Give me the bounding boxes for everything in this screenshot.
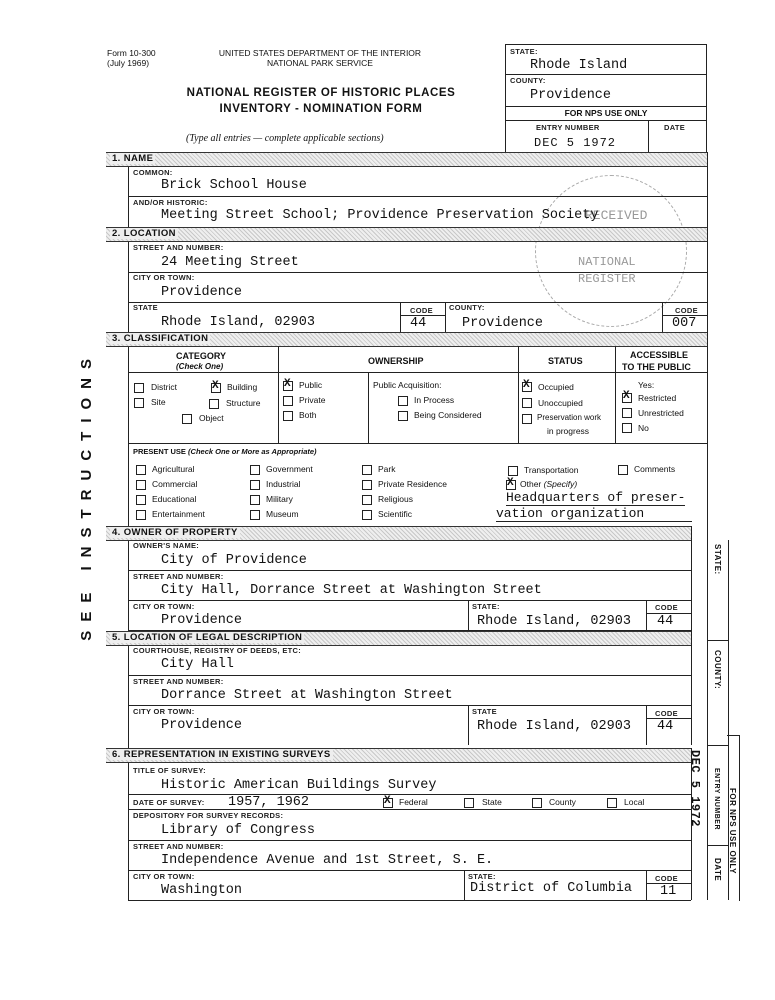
ownership-both-checkbox[interactable] [283,411,293,421]
survey-date-value: 1957, 1962 [228,795,310,810]
accessible-no-label: No [638,423,649,433]
nps-use-only: FOR NPS USE ONLY [564,108,648,118]
margin-entry-date: DEC 5 1972 [688,750,702,828]
accessible-yes-label: Yes: [638,380,655,390]
use-religious-checkbox[interactable] [362,495,372,505]
survey-state-value: District of Columbia [470,881,633,896]
historic-label: AND/OR HISTORIC: [133,198,208,207]
status-occupied-label: Occupied [538,382,574,392]
owner-state-value: Rhode Island, 02903 [477,614,631,629]
use-agricultural-label: Agricultural [152,464,195,474]
stamp-register: REGISTER [578,272,636,286]
category-site-label: Site [151,397,166,407]
legal-code-label: CODE [655,709,678,718]
legal-street-label: STREET AND NUMBER: [133,677,224,686]
status-preservation-label: Preservation work [537,413,602,422]
use-industrial-checkbox[interactable] [250,480,260,490]
accessible-sub: TO THE PUBLIC [622,362,691,372]
category-building-label: Building [227,382,258,392]
use-scientific-label: Scientific [378,509,413,519]
stamp-received: RECEIVED [585,208,648,223]
nps-state-label: STATE: [510,47,538,56]
location-county-code-value: 007 [672,316,697,331]
category-district-checkbox[interactable] [134,383,144,393]
department-text: UNITED STATES DEPARTMENT OF THE INTERIOR [218,48,422,58]
nps-county-label: COUNTY: [510,76,546,85]
owner-city-value: Providence [161,613,243,628]
form-number [107,48,156,68]
use-private-residence-label: Private Residence [378,479,447,489]
use-comments-label: Comments [634,464,676,474]
survey-code-value: 11 [660,884,677,899]
section6-heading: 6. REPRESENTATION IN EXISTING SURVEYS [112,749,331,760]
location-county-code-label: CODE [675,306,698,315]
survey-date-label: DATE OF SURVEY: [133,798,205,807]
section1-band [106,152,707,167]
accessible-restricted-label: Restricted [638,393,677,403]
survey-title-label: TITLE OF SURVEY: [133,766,206,775]
ownership-private-label: Private [299,395,326,405]
right-margin-column [688,540,729,900]
ownership-title: OWNERSHIP [368,356,424,366]
use-park-label: Park [378,464,396,474]
owner-city-label: CITY OR TOWN: [133,602,195,611]
category-building-checkbox[interactable] [211,383,221,393]
depository-value: Library of Congress [161,823,315,838]
survey-city-value: Washington [161,883,243,898]
present-use-label: PRESENT USE [133,447,186,456]
depository-label: DEPOSITORY FOR SURVEY RECORDS: [133,811,284,820]
use-entertainment-checkbox[interactable] [136,510,146,520]
owner-name-value: City of Providence [161,553,307,568]
nps-use-only-margin [727,735,740,901]
accessible-restricted-checkbox[interactable] [622,393,632,403]
nps-date-label: DATE [664,123,686,132]
section3-heading: 3. CLASSIFICATION [112,333,209,344]
category-structure-label: Structure [226,398,261,408]
survey-county-label: County [549,797,576,807]
location-code-label: CODE [410,306,433,315]
location-state-value: Rhode Island, 02903 [161,315,315,330]
see-instructions: SEE INSTRUCTIONS [78,350,95,641]
section5-heading: 5. LOCATION OF LEGAL DESCRIPTION [112,632,303,643]
survey-code-label: CODE [655,874,678,883]
legal-state-value: Rhode Island, 02903 [477,719,631,734]
legal-code-value: 44 [657,719,674,734]
survey-federal-checkbox[interactable] [383,798,393,808]
accessible-no-checkbox[interactable] [622,423,632,433]
location-street-label: STREET AND NUMBER: [133,243,224,252]
survey-county-checkbox[interactable] [532,798,542,808]
courthouse-label: COURTHOUSE, REGISTRY OF DEEDS, ETC: [133,646,302,655]
owner-code-value: 44 [657,614,674,629]
owner-name-label: OWNER'S NAME: [133,541,200,550]
category-object-checkbox[interactable] [182,414,192,424]
other-specify-line2: vation organization [496,506,692,522]
section2-heading: 2. LOCATION [112,228,176,239]
location-code-value: 44 [410,316,427,331]
owner-code-label: CODE [655,603,678,612]
use-private-residence-checkbox[interactable] [362,480,372,490]
use-educational-checkbox[interactable] [136,495,146,505]
survey-city-label: CITY OR TOWN: [133,872,195,881]
legal-city-label: CITY OR TOWN: [133,707,195,716]
section5-band [106,631,691,646]
owner-state-label: STATE: [472,602,500,611]
nps-box [505,44,707,154]
owner-street-label: STREET AND NUMBER: [133,572,224,581]
section2-band [106,227,707,242]
location-city-value: Providence [161,285,243,300]
use-entertainment-label: Entertainment [152,509,205,519]
margin-entry-number-label: ENTRY NUMBER [713,768,720,831]
use-scientific-checkbox[interactable] [362,510,372,520]
margin-date-label: DATE [713,858,722,882]
nps-state-value: Rhode Island [530,58,628,73]
use-military-label: Military [266,494,293,504]
form-number-text: Form 10-300 [107,48,156,58]
accessible-unrestricted-checkbox[interactable] [622,408,632,418]
form-title [160,85,482,117]
survey-street-value: Independence Avenue and 1st Street, S. E. [161,853,494,868]
survey-state-label: State [482,797,502,807]
accessible-title: ACCESSIBLE [630,350,689,360]
use-other-checkbox[interactable] [506,480,516,490]
form-date-text: (July 1969) [107,58,150,68]
survey-federal-label: Federal [399,797,428,807]
status-unoccupied-checkbox[interactable] [522,398,532,408]
use-museum-checkbox[interactable] [250,510,260,520]
acquisition-being-considered-checkbox[interactable] [398,411,408,421]
location-street-value: 24 Meeting Street [161,255,299,270]
use-educational-label: Educational [152,494,197,504]
survey-local-label: Local [624,797,645,807]
use-other-label [520,479,577,489]
use-industrial-label: Industrial [266,479,301,489]
status-unoccupied-label: Unoccupied [538,398,583,408]
location-county-value: Providence [462,316,544,331]
use-commercial-label: Commercial [152,479,198,489]
legal-street-value: Dorrance Street at Washington Street [161,688,453,703]
accessible-unrestricted-label: Unrestricted [638,408,684,418]
category-title: CATEGORY [176,351,227,361]
form-instruction: (Type all entries — complete applicable sections) [186,133,384,144]
section3-band [106,332,707,347]
section4-heading: 4. OWNER OF PROPERTY [112,527,238,538]
survey-street-label: STREET AND NUMBER: [133,842,224,851]
acquisition-in-process-label: In Process [414,395,455,405]
location-state-label: STATE [133,303,158,312]
margin-nps-use-only: FOR NPS USE ONLY [728,788,737,874]
survey-state-checkbox[interactable] [464,798,474,808]
ownership-public-checkbox[interactable] [283,381,293,391]
present-use-heading [133,447,317,456]
use-park-checkbox[interactable] [362,465,372,475]
survey-title-value: Historic American Buildings Survey [161,778,437,793]
present-use-sub: (Check One or More as Appropriate) [188,447,317,456]
use-government-checkbox[interactable] [250,465,260,475]
margin-state-label: STATE: [713,544,722,575]
status-preservation-checkbox[interactable] [522,414,532,424]
category-structure-checkbox[interactable] [209,399,219,409]
use-commercial-checkbox[interactable] [136,480,146,490]
legal-city-value: Providence [161,718,243,733]
status-in-progress-label: in progress [547,426,590,436]
agency-heading [170,48,470,68]
use-agricultural-checkbox[interactable] [136,465,146,475]
use-other-specify: (Specify) [543,479,578,489]
stamp-national: NATIONAL [578,255,636,269]
survey-state-label: STATE: [468,872,496,881]
common-label: COMMON: [133,168,173,177]
stamp-circle [535,175,687,327]
status-occupied-checkbox[interactable] [522,382,532,392]
common-value: Brick School House [161,178,307,193]
section6-band [106,748,691,763]
survey-local-checkbox[interactable] [607,798,617,808]
use-transportation-checkbox[interactable] [508,466,518,476]
ownership-public-label: Public [299,380,323,390]
category-sub: (Check One) [176,362,224,371]
nps-entry-number-label: ENTRY NUMBER [536,123,600,132]
received-stamp [530,170,695,330]
location-city-label: CITY OR TOWN: [133,273,195,282]
service-text: NATIONAL PARK SERVICE [267,58,373,68]
acquisition-being-considered-label: Being Considered [414,410,482,420]
courthouse-value: City Hall [161,657,234,672]
form-title-line1: NATIONAL REGISTER OF HISTORIC PLACES [186,87,456,99]
ownership-both-label: Both [299,410,317,420]
section1-heading: 1. NAME [112,153,154,164]
section4-band [106,526,691,541]
category-object-label: Object [199,413,224,423]
ownership-private-checkbox[interactable] [283,396,293,406]
legal-state-label: STATE [472,707,497,716]
nps-date-value: DEC 5 1972 [534,136,617,150]
status-title: STATUS [548,356,583,366]
use-museum-label: Museum [266,509,299,519]
category-district-label: District [151,382,177,392]
acquisition-in-process-checkbox[interactable] [398,396,408,406]
use-comments-checkbox[interactable] [618,465,628,475]
historic-value: Meeting Street School; Providence Preservation Society [161,208,599,223]
public-acquisition-label: Public Acquisition: [373,380,442,390]
category-site-checkbox[interactable] [134,398,144,408]
use-religious-label: Religious [378,494,413,504]
location-county-label: COUNTY: [449,303,485,312]
form-title-line2: INVENTORY - NOMINATION FORM [219,103,423,115]
owner-street-value: City Hall, Dorrance Street at Washington Street [161,583,542,598]
nps-county-value: Providence [530,88,612,103]
margin-county-label: COUNTY: [713,650,722,690]
use-military-checkbox[interactable] [250,495,260,505]
other-specify-line1: Headquarters of preser- [506,490,686,505]
use-government-label: Government [266,464,313,474]
use-transportation-label: Transportation [524,465,579,475]
use-other-text: Other [520,479,542,489]
